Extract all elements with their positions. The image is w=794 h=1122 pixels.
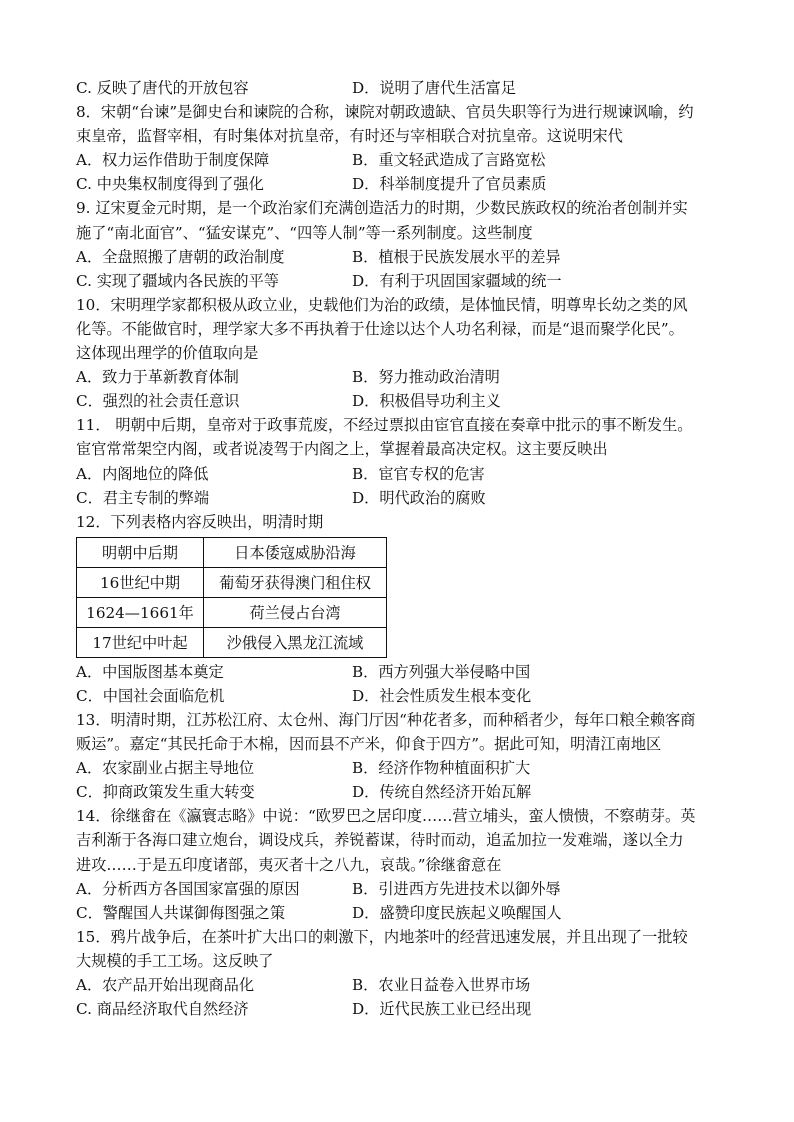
option-d: D．社会性质发生根本变化 bbox=[352, 686, 532, 705]
question-8 bbox=[76, 100, 726, 196]
question-9 bbox=[76, 196, 726, 292]
question-stem: 化等。不能做官时，理学家大多不再执着于仕途以达个人功名利禄，而是“退而聚学化民”。 bbox=[76, 319, 684, 338]
option-b: B．努力推动政治清明 bbox=[352, 368, 500, 387]
option-a: A．农产品开始出现商品化 bbox=[76, 976, 255, 994]
question-stem: 进攻……于是五印度诸部，夷灭者十之八九，哀哉。”徐继畲意在 bbox=[76, 855, 502, 874]
option-c: C．中国社会面临危机 bbox=[76, 686, 225, 705]
option-b: B．宦官专权的危害 bbox=[352, 464, 485, 483]
question-stem: 施了“南北面官”、“猛安谋克”、“四等人制”等一系列制度。这些制度 bbox=[76, 223, 533, 242]
option-d: D．有利于巩固国家疆域的统一 bbox=[352, 271, 562, 290]
option-d: D．盛赞印度民族起义唤醒国人 bbox=[352, 903, 562, 922]
option-b: B．西方列强大举侵略中国 bbox=[352, 662, 531, 681]
option-c: C. 中央集权制度得到了强化 bbox=[76, 175, 264, 194]
options-row bbox=[76, 973, 726, 997]
option-c: C．抑商政策发生重大转变 bbox=[76, 783, 255, 802]
table-row bbox=[77, 627, 387, 657]
option-b: B．引进西方先进技术以御外辱 bbox=[352, 879, 561, 898]
question-14 bbox=[76, 804, 726, 924]
question-stem: 束皇帝，监督宰相，有时集体对抗皇帝，有时还与宰相联合对抗皇帝。这说明宋代 bbox=[76, 127, 623, 146]
options-row bbox=[76, 365, 726, 389]
question-stem: 9. 辽宋夏金元时期，是一个政治家们充满创造活力的时期，少数民族政权的统治者创制并实 bbox=[76, 199, 688, 218]
exam-page bbox=[76, 76, 726, 1021]
options-row bbox=[76, 997, 726, 1021]
option-a: A．权力运作借助于制度保障 bbox=[76, 151, 270, 170]
option-a: A．分析西方各国国家富强的原因 bbox=[76, 879, 300, 898]
table-row bbox=[77, 597, 387, 627]
table-cell-event: 葡萄牙获得澳门租住权 bbox=[204, 567, 387, 597]
options-row bbox=[76, 462, 726, 486]
question-stem: 12．下列表格内容反映出，明清时期 bbox=[76, 512, 324, 531]
option-d: D．说明了唐代生活富足 bbox=[352, 79, 517, 97]
option-a: A．全盘照搬了唐朝的政治制度 bbox=[76, 247, 285, 266]
table-cell-event: 日本倭寇威胁沿海 bbox=[204, 537, 387, 567]
question-13 bbox=[76, 708, 726, 804]
question-stem: 13．明清时期，江苏松江府、太仓州、海门厅因“种花者多，而种稻者少，每年口粮全赖客商 bbox=[76, 710, 696, 729]
option-a: A．中国版图基本奠定 bbox=[76, 662, 224, 681]
option-d: D．积极倡导功利主义 bbox=[352, 392, 501, 411]
options-row bbox=[76, 389, 726, 413]
options-row bbox=[76, 660, 726, 684]
option-c: C. 反映了唐代的开放包容 bbox=[76, 79, 249, 97]
option-b: B．植根于民族发展水平的差异 bbox=[352, 247, 561, 266]
option-c: C．君主专制的弊端 bbox=[76, 488, 210, 507]
question-stem: 8．宋朝“台谏”是御史台和谏院的合称，谏院对朝政遗缺、官员失职等行为进行规谏讽喻，约 bbox=[76, 103, 694, 122]
question-stem: 宦官常常架空内阁，或者说凌驾于内阁之上，掌握着最高决定权。这主要反映出 bbox=[76, 440, 608, 459]
option-c: C．警醒国人共谋御侮图强之策 bbox=[76, 903, 286, 922]
option-b: B．重文轻武造成了言路宽松 bbox=[352, 151, 546, 170]
question-stem: 10．宋明理学家都积极从政立业，史载他们为治的政绩，是体恤民情，明尊卑长幼之类的风 bbox=[76, 295, 688, 314]
options-row bbox=[76, 684, 726, 708]
option-c: C．强烈的社会责任意识 bbox=[76, 392, 240, 411]
q7-options bbox=[76, 76, 726, 100]
table-row bbox=[77, 537, 387, 567]
question-stem: 吉利渐于各海口建立炮台，调设戍兵，养锐蓄谋，待时而动，追孟加拉一发难端，遂以全力 bbox=[76, 831, 684, 850]
table-cell-period: 16世纪中期 bbox=[77, 567, 204, 597]
question-stem: 大规模的手工工场。这反映了 bbox=[76, 951, 274, 970]
option-a: A．致力于革新教育体制 bbox=[76, 368, 239, 387]
options-row bbox=[76, 269, 726, 293]
option-d: D．传统自然经济开始瓦解 bbox=[352, 783, 532, 802]
events-table bbox=[76, 537, 387, 658]
option-a: A．内阁地位的降低 bbox=[76, 464, 209, 483]
question-15 bbox=[76, 925, 726, 1021]
question-10 bbox=[76, 293, 726, 413]
question-stem: 这体现出理学的价值取向是 bbox=[76, 344, 259, 363]
options-row bbox=[76, 245, 726, 269]
option-d: D．科举制度提升了官员素质 bbox=[352, 175, 547, 194]
table-cell-period: 1624—1661年 bbox=[77, 597, 204, 627]
option-c: C. 实现了疆域内各民族的平等 bbox=[76, 271, 279, 290]
question-12 bbox=[76, 510, 726, 708]
options-row bbox=[76, 756, 726, 780]
option-c: C. 商品经济取代自然经济 bbox=[76, 1000, 249, 1019]
option-b: B．经济作物种植面积扩大 bbox=[352, 759, 531, 778]
option-a: A．农家副业占据主导地位 bbox=[76, 759, 255, 778]
options-row bbox=[76, 901, 726, 925]
options-row bbox=[76, 486, 726, 510]
options-row bbox=[76, 148, 726, 172]
options-row bbox=[76, 780, 726, 804]
option-b: B．农业日益卷入世界市场 bbox=[352, 976, 531, 994]
table-cell-event: 沙俄侵入黑龙江流域 bbox=[204, 627, 387, 657]
table-cell-period: 17世纪中叶起 bbox=[77, 627, 204, 657]
question-stem: 11． 明朝中后期，皇帝对于政事荒废，不经过票拟由宦官直接在奏章中批示的事不断发生。 bbox=[76, 416, 693, 435]
table-row bbox=[77, 567, 387, 597]
table-cell-event: 荷兰侵占台湾 bbox=[204, 597, 387, 627]
question-stem: 14．徐继畲在《瀛寰志略》中说：“欧罗巴之居印度……营立埔头，蛮人愦愦，不察萌芽。英 bbox=[76, 807, 696, 826]
question-11 bbox=[76, 413, 726, 509]
question-stem: 贩运”。嘉定“其民托命于木棉，因而县不产米，仰食于四方”。据此可知，明清江南地区 bbox=[76, 735, 662, 754]
options-row bbox=[76, 877, 726, 901]
option-d: D．明代政治的腐败 bbox=[352, 488, 486, 507]
options-row bbox=[76, 172, 726, 196]
question-stem: 15．鸦片战争后，在茶叶扩大出口的刺激下，内地茶叶的经营迅速发展，并且出现了一批较 bbox=[76, 927, 688, 946]
table-cell-period: 明朝中后期 bbox=[77, 537, 204, 567]
option-d: D．近代民族工业已经出现 bbox=[352, 1000, 532, 1019]
